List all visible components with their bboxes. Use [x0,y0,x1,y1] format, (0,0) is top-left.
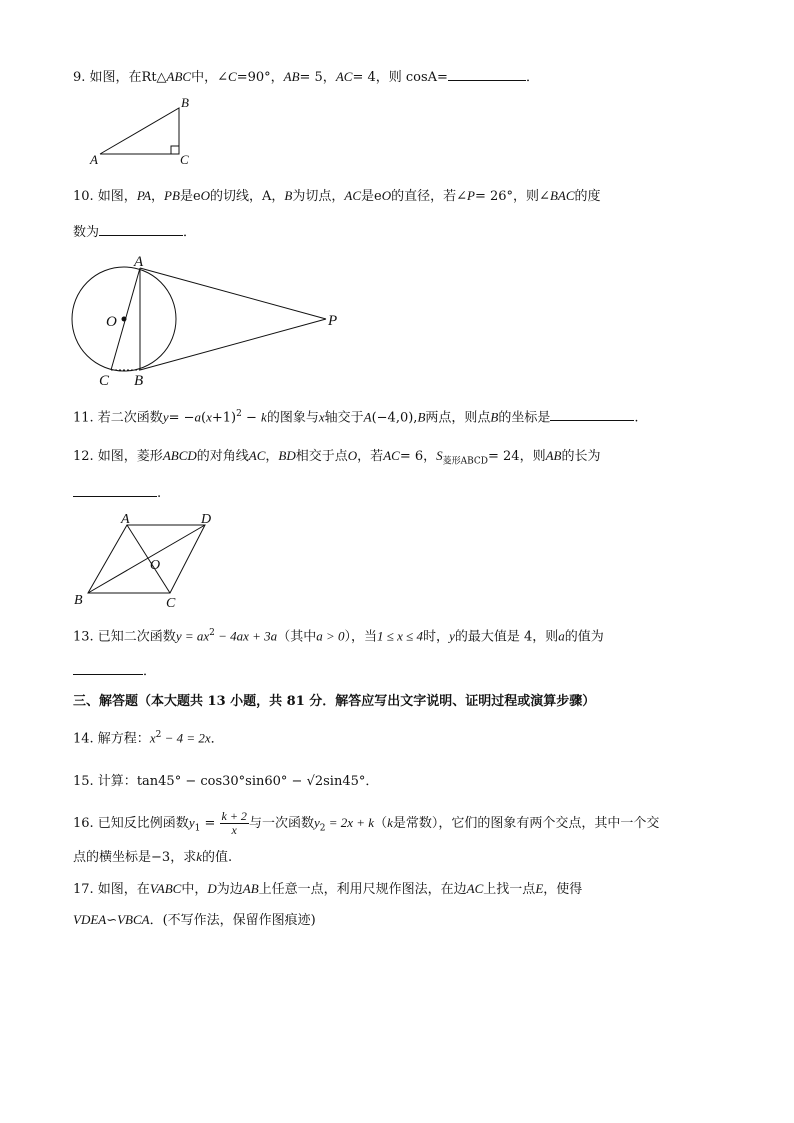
question-17-line2: VDEA∽VBCA．(不写作法，保留作图痕迹) [73,912,316,928]
label-A: A [134,254,144,270]
figure-q12-rhombus [70,508,230,612]
question-12-line2: . [73,484,161,503]
label-A: A [121,512,130,527]
label-C: C [180,152,189,167]
question-9: 9. 如图，在Rt△ABC中，∠C=90°，AB= 5，AC= 4，则 cosA= ． [73,69,539,85]
question-15: 15. 计算：tan45° − cos30°sin60° − √2sin45°． [73,774,379,789]
section-heading: 三、解答题（本大题共 13 小题，共 81 分．解答应写出文字说明、证明过程或演算步骤） [73,694,596,709]
figure-q10-circle-tangents [68,250,358,390]
question-13: 13. 已知二次函数$y = ax^2 - 4ax + 3a$（其中a > 0），当1 ≤ x ≤ 4时，y的最大值是 4，则a的值为 [73,628,604,645]
question-16-line2: 点的横坐标是−3，求k的值. [73,849,233,865]
label-A: A [90,152,98,167]
label-D: D [201,512,212,527]
question-12: 12. 如图，菱形ABCD的对角线AC，BD相交于点O，若AC= 6，$S_{菱形ABCD}= 24$，则AB的长为 [73,448,601,467]
question-10: 10. 如图，PA，PB是eO的切线，A，B为切点，AC是eO的直径，若∠P= 26°，则∠BAC的度 [73,188,601,204]
label-C: C [166,596,176,611]
fraction: $\frac{k + 2}{x}$ [221,809,247,837]
question-14: 14. 解方程：$x^2 - 4 = 2x$． [73,730,224,747]
label-C: C [99,373,110,389]
label-B: B [74,593,83,608]
label-O: O [150,558,161,573]
label-O: O [106,314,117,330]
figure-q9-right-triangle [88,95,198,167]
question-16: 16. 已知反比例函数$y_1$ = $\frac{k + 2}{x}$ 与一次函数$y_2 = 2x + k(k$是常数），它们的图象有两个交点，其中一个交 [73,809,660,837]
answer-blank[interactable] [73,484,157,497]
answer-blank[interactable] [448,68,526,81]
answer-blank[interactable] [550,408,634,421]
label-B: B [134,373,144,389]
question-11: 11. 若二次函数$y= -a(x+1)^2 - k$的图象与x轴交于A(−4,0),B两点，则点B的坐标是 . [73,409,639,426]
question-10-line2: 数为 ． [73,225,197,240]
question-17: 17. 如图，在VABC中，D为边AB上任意一点，利用尺规作图法，在边AC上找一点E，使得 [73,881,583,897]
answer-blank[interactable] [99,223,183,236]
label-P: P [328,313,338,329]
label-B: B [181,95,189,110]
answer-blank[interactable] [73,662,143,675]
question-13-line2: ． [73,662,156,681]
